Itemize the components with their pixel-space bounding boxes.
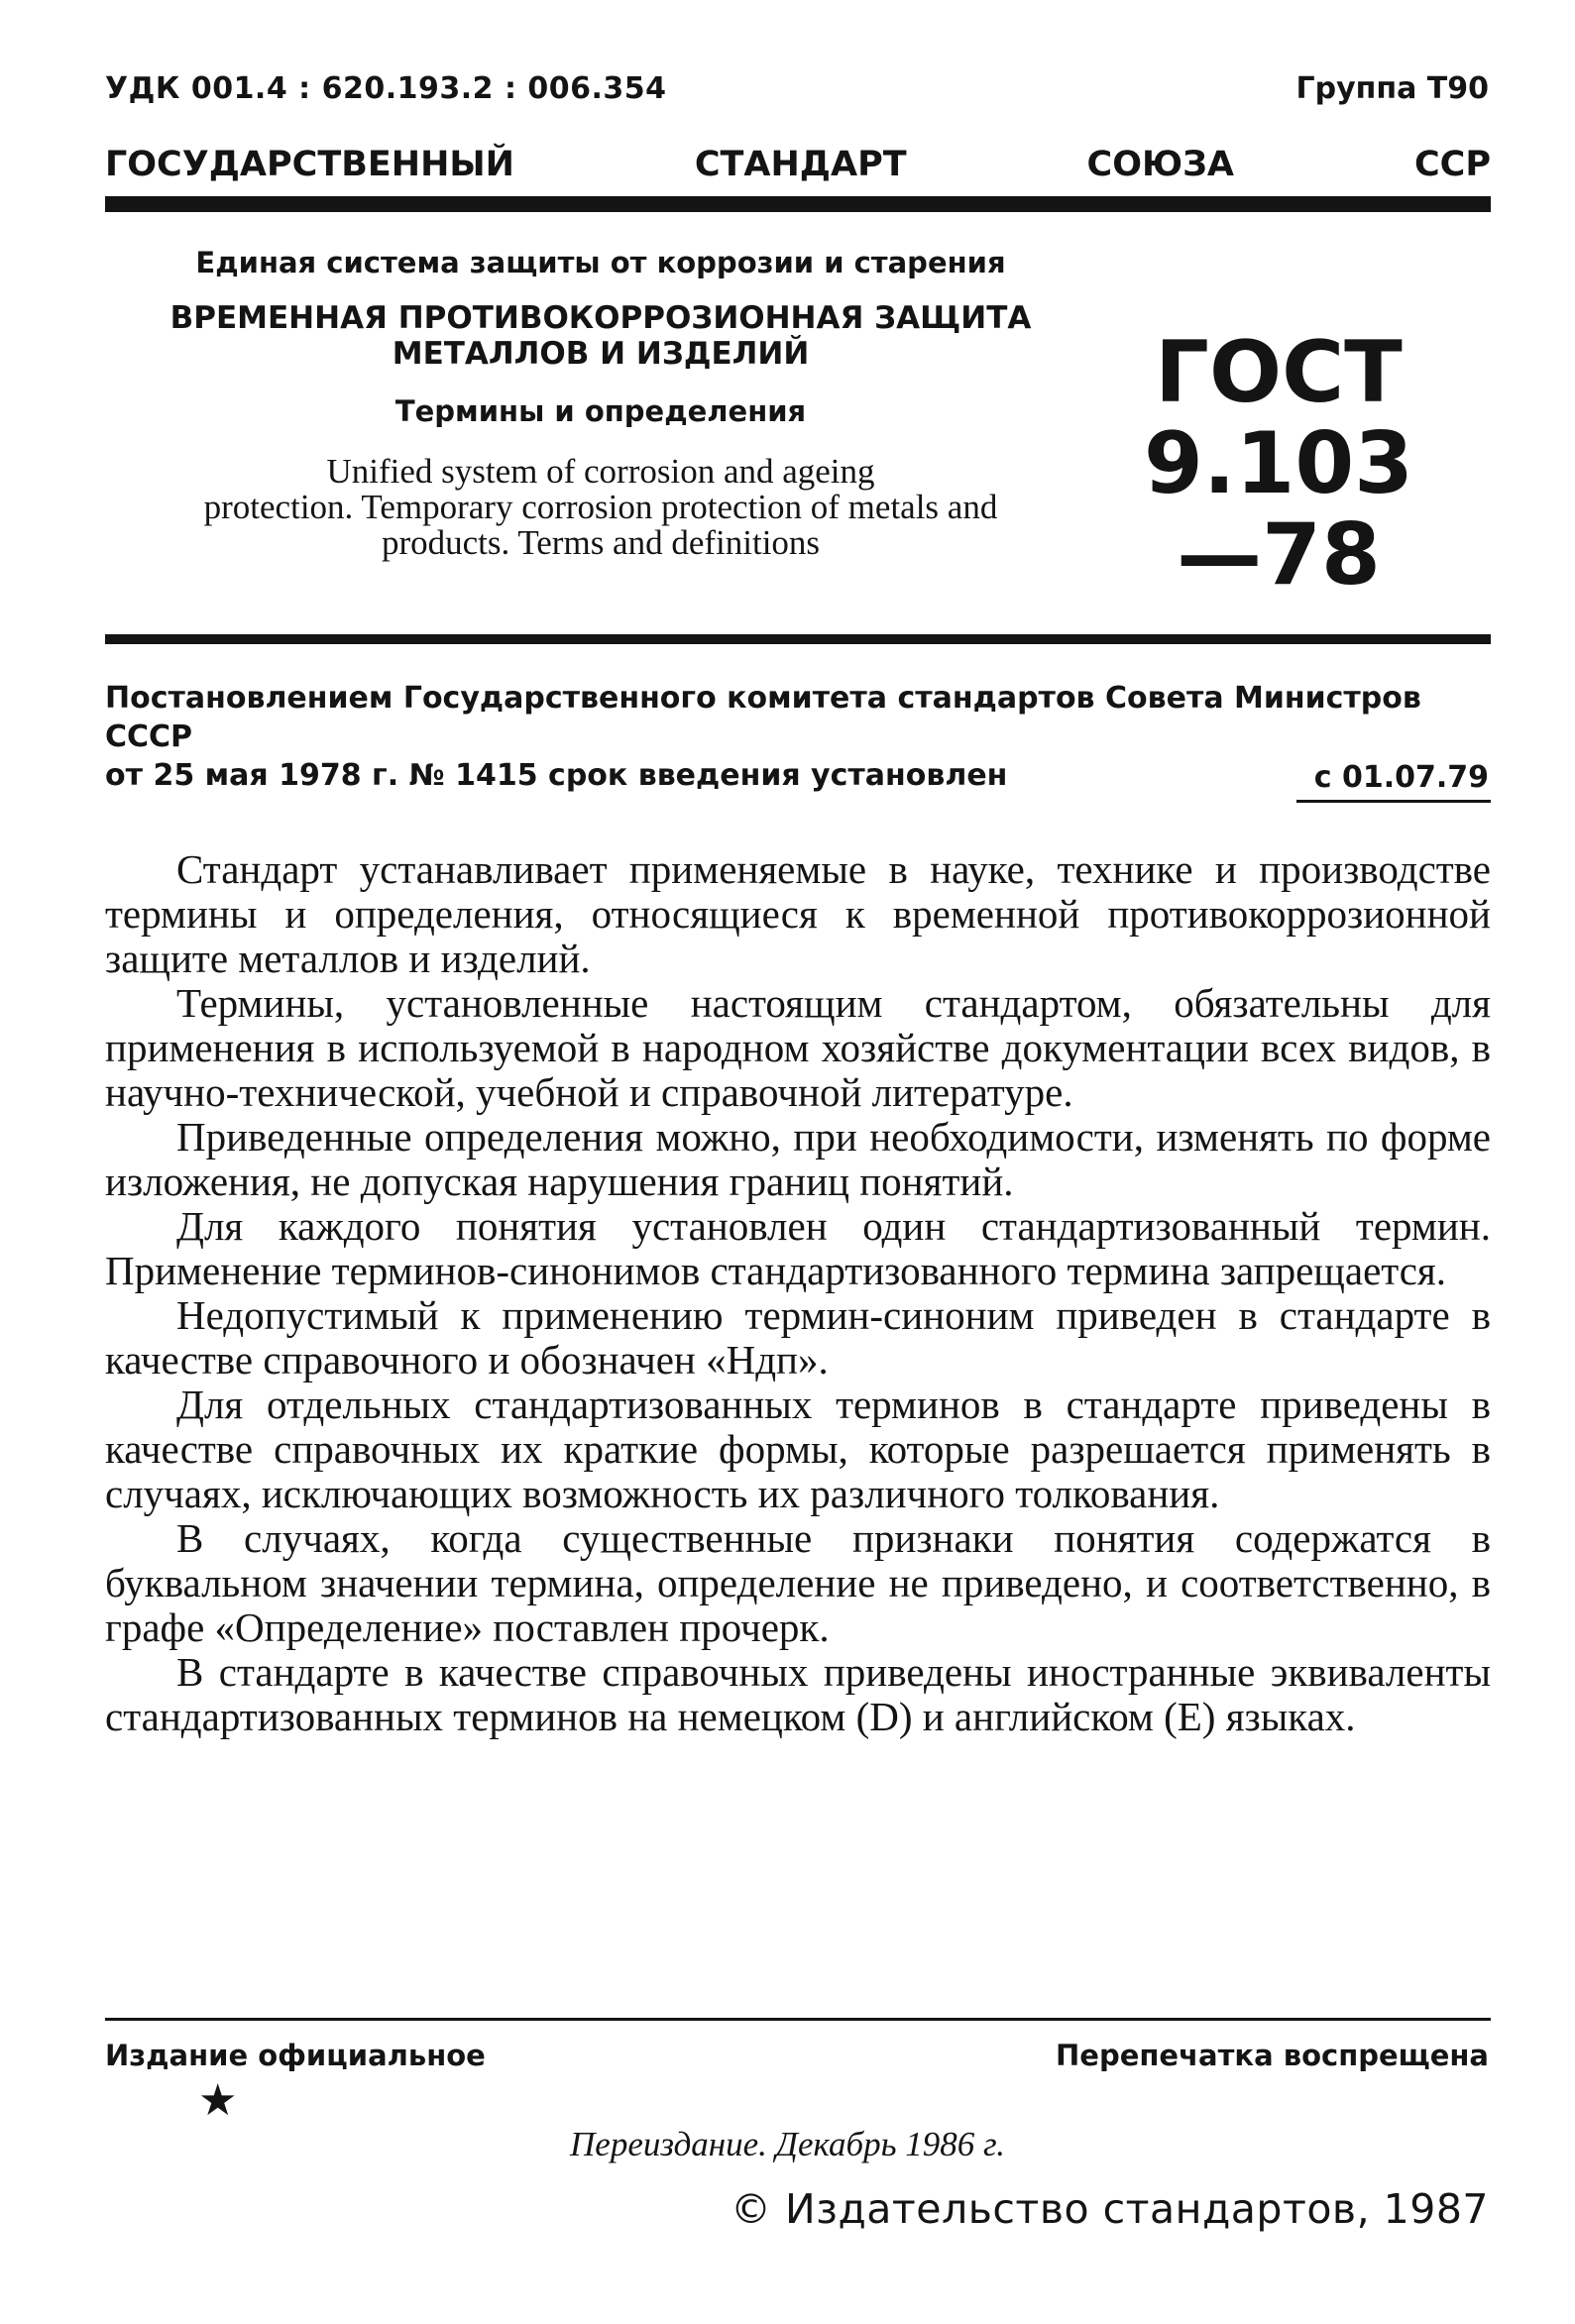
english-title-line-2: protection. Temporary corrosion protection of metals and [203,488,998,526]
middle-rule [105,634,1491,644]
main-title-line-1: ВРЕМЕННАЯ ПРОТИВОКОРРОЗИОННАЯ ЗАЩИТА [169,300,1032,336]
paragraph: Приведенные определения можно, при необходимости, изменять по форме изложения, не допуская нарушения границ понятий. [105,1114,1491,1204]
decree-line-2: от 25 мая 1978 г. № 1415 срок введения установлен [105,758,1008,793]
effective-date: с 01.07.79 [1313,760,1489,795]
body-text [105,847,1491,1739]
group-code: Группа Т90 [1295,71,1489,106]
paragraph: Стандарт устанавливает применяемые в науке, технике и производстве термины и определения, относящиеся к временной противокоррозионной защите металлов и изделий. [105,846,1491,981]
state-standard-heading: ГОСУДАРСТВЕННЫЙ СТАНДАРТ СОЮЗА ССР [105,145,1491,184]
paragraph: Недопустимый к применению термин-синоним приведен в стандарте в качестве справочного и обозначен «Ндп». [105,1292,1491,1383]
edition-official-label: Издание официальное [105,2039,486,2072]
gost-label: ГОСТ [1155,323,1403,422]
copyright-notice: © Издательство стандартов, 1987 [730,2185,1489,2233]
main-title [105,300,1096,372]
paragraph: В случаях, когда существенные признаки понятия содержатся в буквальном значении термина, определение не приведено, и соответственно, в графе «Определение» поставлен прочерк. [105,1515,1491,1650]
reprint-prohibited-label: Перепечатка воспрещена [1056,2039,1489,2072]
bottom-rule [105,2018,1491,2021]
reissue-note: Переиздание. Декабрь 1986 г. [570,2125,1005,2163]
main-title-line-2: МЕТАЛЛОВ И ИЗДЕЛИЙ [392,336,810,372]
top-rule [105,196,1491,212]
decree-line-1: Постановлением Государственного комитета стандартов Совета Министров СССР [105,681,1421,754]
english-title [105,454,1096,561]
paragraph: Для каждого понятия установлен один стандартизованный термин. Применение терминов-синонимов стандартизованного термина запрещается. [105,1203,1491,1293]
star-icon: ★ [198,2075,238,2126]
gost-designation [1130,323,1427,605]
paragraph: В стандарте в качестве справочных приведены иностранные эквиваленты стандартизованных терминов на немецком (D) и английском (E) языках. [105,1649,1491,1739]
paragraph: Термины, установленные настоящим стандартом, обязательны для применения в используемой в народном хозяйстве документации всех видов, в научно-технической, учебной и справочной литературе. [105,980,1491,1115]
paragraph: Для отдельных стандартизованных терминов в стандарте приведены в качестве справочных их краткие формы, которые разрешается применять в случаях, исключающих возможность их различного толкования. [105,1382,1491,1516]
subtitle: Термины и определения [394,394,807,428]
gost-number: 9.103—78 [1143,414,1414,605]
udk-code: УДК 001.4 : 620.193.2 : 006.354 [105,71,667,106]
english-title-line-1: Unified system of corrosion and ageing [326,452,875,491]
system-title: Единая система защиты от коррозии и старения [195,246,1006,279]
effective-date-underline [1296,800,1491,803]
decree-text [105,679,1491,795]
english-title-line-3: products. Terms and definitions [381,523,821,562]
